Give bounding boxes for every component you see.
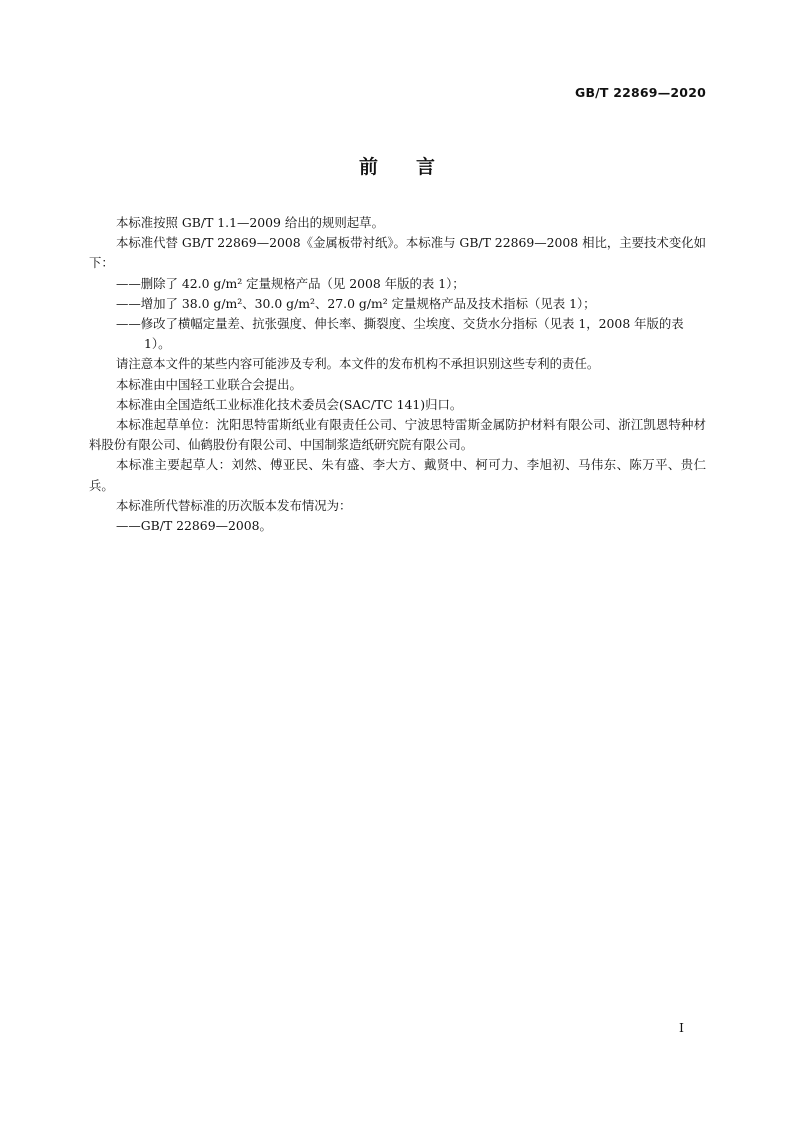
page-number: I: [679, 1020, 684, 1035]
paragraph-patent-notice: 请注意本文件的某些内容可能涉及专利。本文件的发布机构不承担识别这些专利的责任。: [116, 356, 600, 372]
standard-number: GB/T 22869—2020: [574, 85, 706, 100]
list-item-modified-indicators: ——修改了横幅定量差、抗张强度、伸长率、撕裂度、尘埃度、交货水分指标（见表 1，2008 年版的表 1）。: [116, 316, 684, 352]
paragraph-drafting-organizations: 本标准起草单位：沈阳思特雷斯纸业有限责任公司、宁波思特雷斯金属防护材料有限公司、浙江凯恩特种材料股份有限公司、仙鹤股份有限公司、中国制浆造纸研究院有限公司。: [89, 417, 706, 453]
paragraph-drafting-rules: 本标准按照 GB/T 1.1—2009 给出的规则起草。: [116, 215, 384, 230]
list-item-deleted-spec: ——删除了 42.0 g/m² 定量规格产品（见 2008 年版的表 1）；: [116, 275, 465, 291]
foreword-body: [89, 213, 706, 536]
list-item-added-specs: ——增加了 38.0 g/m²、30.0 g/m²、27.0 g/m² 定量规格产品及技术指标（见表 1）；: [116, 295, 596, 311]
list-item-previous-edition: ——GB/T 22869—2008。: [116, 518, 272, 534]
paragraph-proposed-by: 本标准由中国轻工业联合会提出。: [116, 376, 302, 392]
paragraph-previous-editions: 本标准所代替标准的历次版本发布情况为：: [116, 497, 352, 513]
page-title: 前言: [358, 156, 473, 178]
paragraph-replacement: 本标准代替 GB/T 22869—2008《金属板带衬纸》。本标准与 GB/T 22869—2008 相比，主要技术变化如下：: [89, 235, 706, 271]
paragraph-drafters: 本标准主要起草人：刘然、傅亚民、朱有盛、李大方、戴贤中、柯可力、李旭初、马伟东、陈万平、贵仁兵。: [89, 457, 706, 493]
paragraph-under-jurisdiction: 本标准由全国造纸工业标准化技术委员会(SAC/TC 141)归口。: [116, 396, 463, 412]
